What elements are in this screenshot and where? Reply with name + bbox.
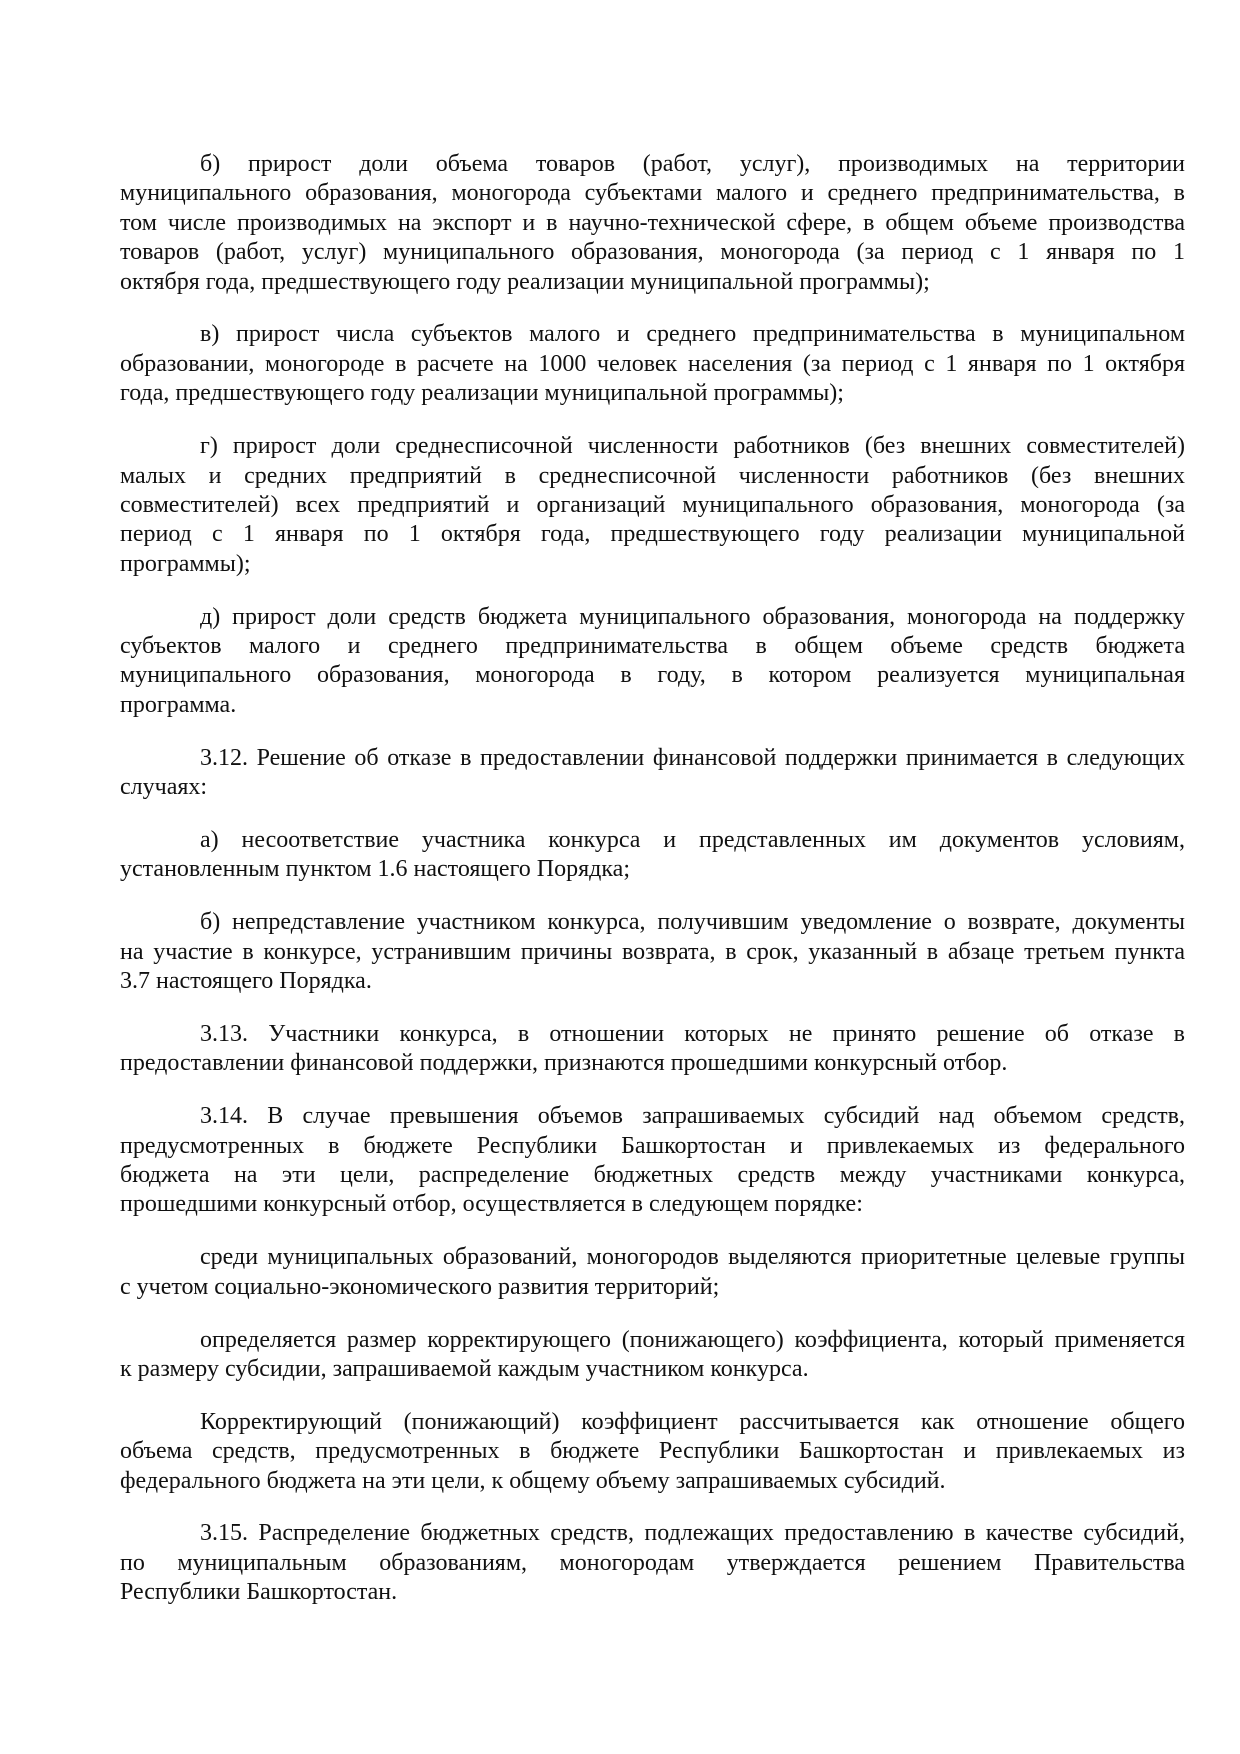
- text-line: октября года, предшествующего году реализации муниципальной программы);: [120, 268, 930, 295]
- text-line: федерального бюджета на эти цели, к общему объему запрашиваемых субсидий.: [120, 1467, 946, 1494]
- paragraph-3-14: [120, 1102, 1185, 1220]
- text-line: объема средств, предусмотренных в бюджете Республики Башкортостан и привлекаемых из: [120, 1438, 1185, 1465]
- text-line: образовании, моногороде в расчете на 1000 человек населения (за период с 1 января по 1 октября: [120, 350, 1185, 377]
- text-line: предусмотренных в бюджете Республики Башкортостан и привлекаемых из федерального: [120, 1132, 1185, 1159]
- text-line: муниципального образования, моногорода субъектами малого и среднего предпринимательства, в: [120, 180, 1185, 207]
- text-line: а) несоответствие участника конкурса и представленных им документов условиям,: [200, 826, 1185, 853]
- text-line: д) прирост доли средств бюджета муниципального образования, моногорода на поддержку: [200, 603, 1185, 630]
- text-line: 3.14. В случае превышения объемов запрашиваемых субсидий над объемом средств,: [200, 1103, 1185, 1130]
- text-line: том числе производимых на экспорт и в научно-технической сфере, в общем объеме производства: [120, 209, 1185, 236]
- text-line: прошедшими конкурсный отбор, осуществляется в следующем порядке:: [120, 1191, 863, 1218]
- text-line: Республики Башкортостан.: [120, 1579, 398, 1606]
- paragraph-3-13: [120, 1020, 1185, 1079]
- paragraph-3-12: [120, 744, 1185, 803]
- text-line: предоставлении финансовой поддержки, признаются прошедшими конкурсный отбор.: [120, 1050, 1008, 1077]
- paragraph-g-employees-share: [120, 432, 1185, 579]
- text-line: Корректирующий (понижающий) коэффициент рассчитывается как отношение общего: [200, 1408, 1185, 1435]
- paragraph-3-12-a: [120, 826, 1185, 885]
- text-line: совместителей) всех предприятий и организаций муниципального образования, моногорода (за: [120, 491, 1185, 518]
- paragraph-3-14-formula: [120, 1408, 1185, 1496]
- paragraph-3-15: [120, 1519, 1185, 1607]
- text-line: среди муниципальных образований, моногородов выделяются приоритетные целевые группы: [200, 1244, 1185, 1271]
- text-line: 3.7 настоящего Порядка.: [120, 967, 372, 994]
- text-line: 3.13. Участники конкурса, в отношении которых не принято решение об отказе в: [200, 1020, 1185, 1047]
- text-line: 3.15. Распределение бюджетных средств, подлежащих предоставлению в качестве субсидий,: [200, 1520, 1185, 1547]
- text-line: субъектов малого и среднего предпринимательства в общем объеме средств бюджета: [120, 632, 1185, 659]
- text-line: программы);: [120, 550, 251, 577]
- text-line: по муниципальным образованиям, моногородам утверждается решением Правительства: [120, 1549, 1185, 1576]
- text-line: к размеру субсидии, запрашиваемой каждым участником конкурса.: [120, 1355, 809, 1382]
- paragraph-3-12-b: [120, 908, 1185, 996]
- text-line: 3.12. Решение об отказе в предоставлении финансовой поддержки принимается в следующих: [200, 744, 1185, 771]
- text-line: период с 1 января по 1 октября года, предшествующего году реализации муниципальной: [120, 521, 1185, 548]
- text-line: б) прирост доли объема товаров (работ, услуг), производимых на территории: [200, 151, 1185, 177]
- text-line: программа.: [120, 691, 237, 718]
- text-line: на участие в конкурсе, устранившим причины возврата, в срок, указанный в абзаце третьем пункта: [120, 938, 1185, 965]
- text-line: б) непредставление участником конкурса, получившим уведомление о возврате, документы: [200, 909, 1185, 936]
- text-line: случаях:: [120, 774, 208, 801]
- paragraph-b-share-goods: [120, 150, 1185, 297]
- text-line: определяется размер корректирующего (понижающего) коэффициента, который применяется: [200, 1326, 1185, 1353]
- text-line: малых и средних предприятий в среднесписочной численности работников (без внешних: [120, 462, 1185, 489]
- text-line: года, предшествующего году реализации муниципальной программы);: [120, 380, 844, 407]
- text-line: установленным пунктом 1.6 настоящего Порядка;: [120, 856, 630, 883]
- text-line: бюджета на эти цели, распределение бюджетных средств между участниками конкурса,: [120, 1161, 1185, 1188]
- paragraph-v-number-subjects: [120, 320, 1185, 408]
- paragraph-3-14-coef: [120, 1326, 1185, 1385]
- text-line: товаров (работ, услуг) муниципального образования, моногорода (за период с 1 января по 1: [120, 239, 1185, 266]
- paragraph-3-14-groups: [120, 1243, 1185, 1302]
- text-line: г) прирост доли среднесписочной численности работников (без внешних совместителей): [200, 433, 1185, 460]
- text-line: муниципального образования, моногорода в году, в котором реализуется муниципальная: [120, 662, 1185, 689]
- text-line: с учетом социально-экономического развития территорий;: [120, 1273, 720, 1300]
- paragraph-d-budget-share: [120, 603, 1185, 721]
- document-body: [120, 150, 1185, 1631]
- text-line: в) прирост числа субъектов малого и среднего предпринимательства в муниципальном: [200, 321, 1185, 348]
